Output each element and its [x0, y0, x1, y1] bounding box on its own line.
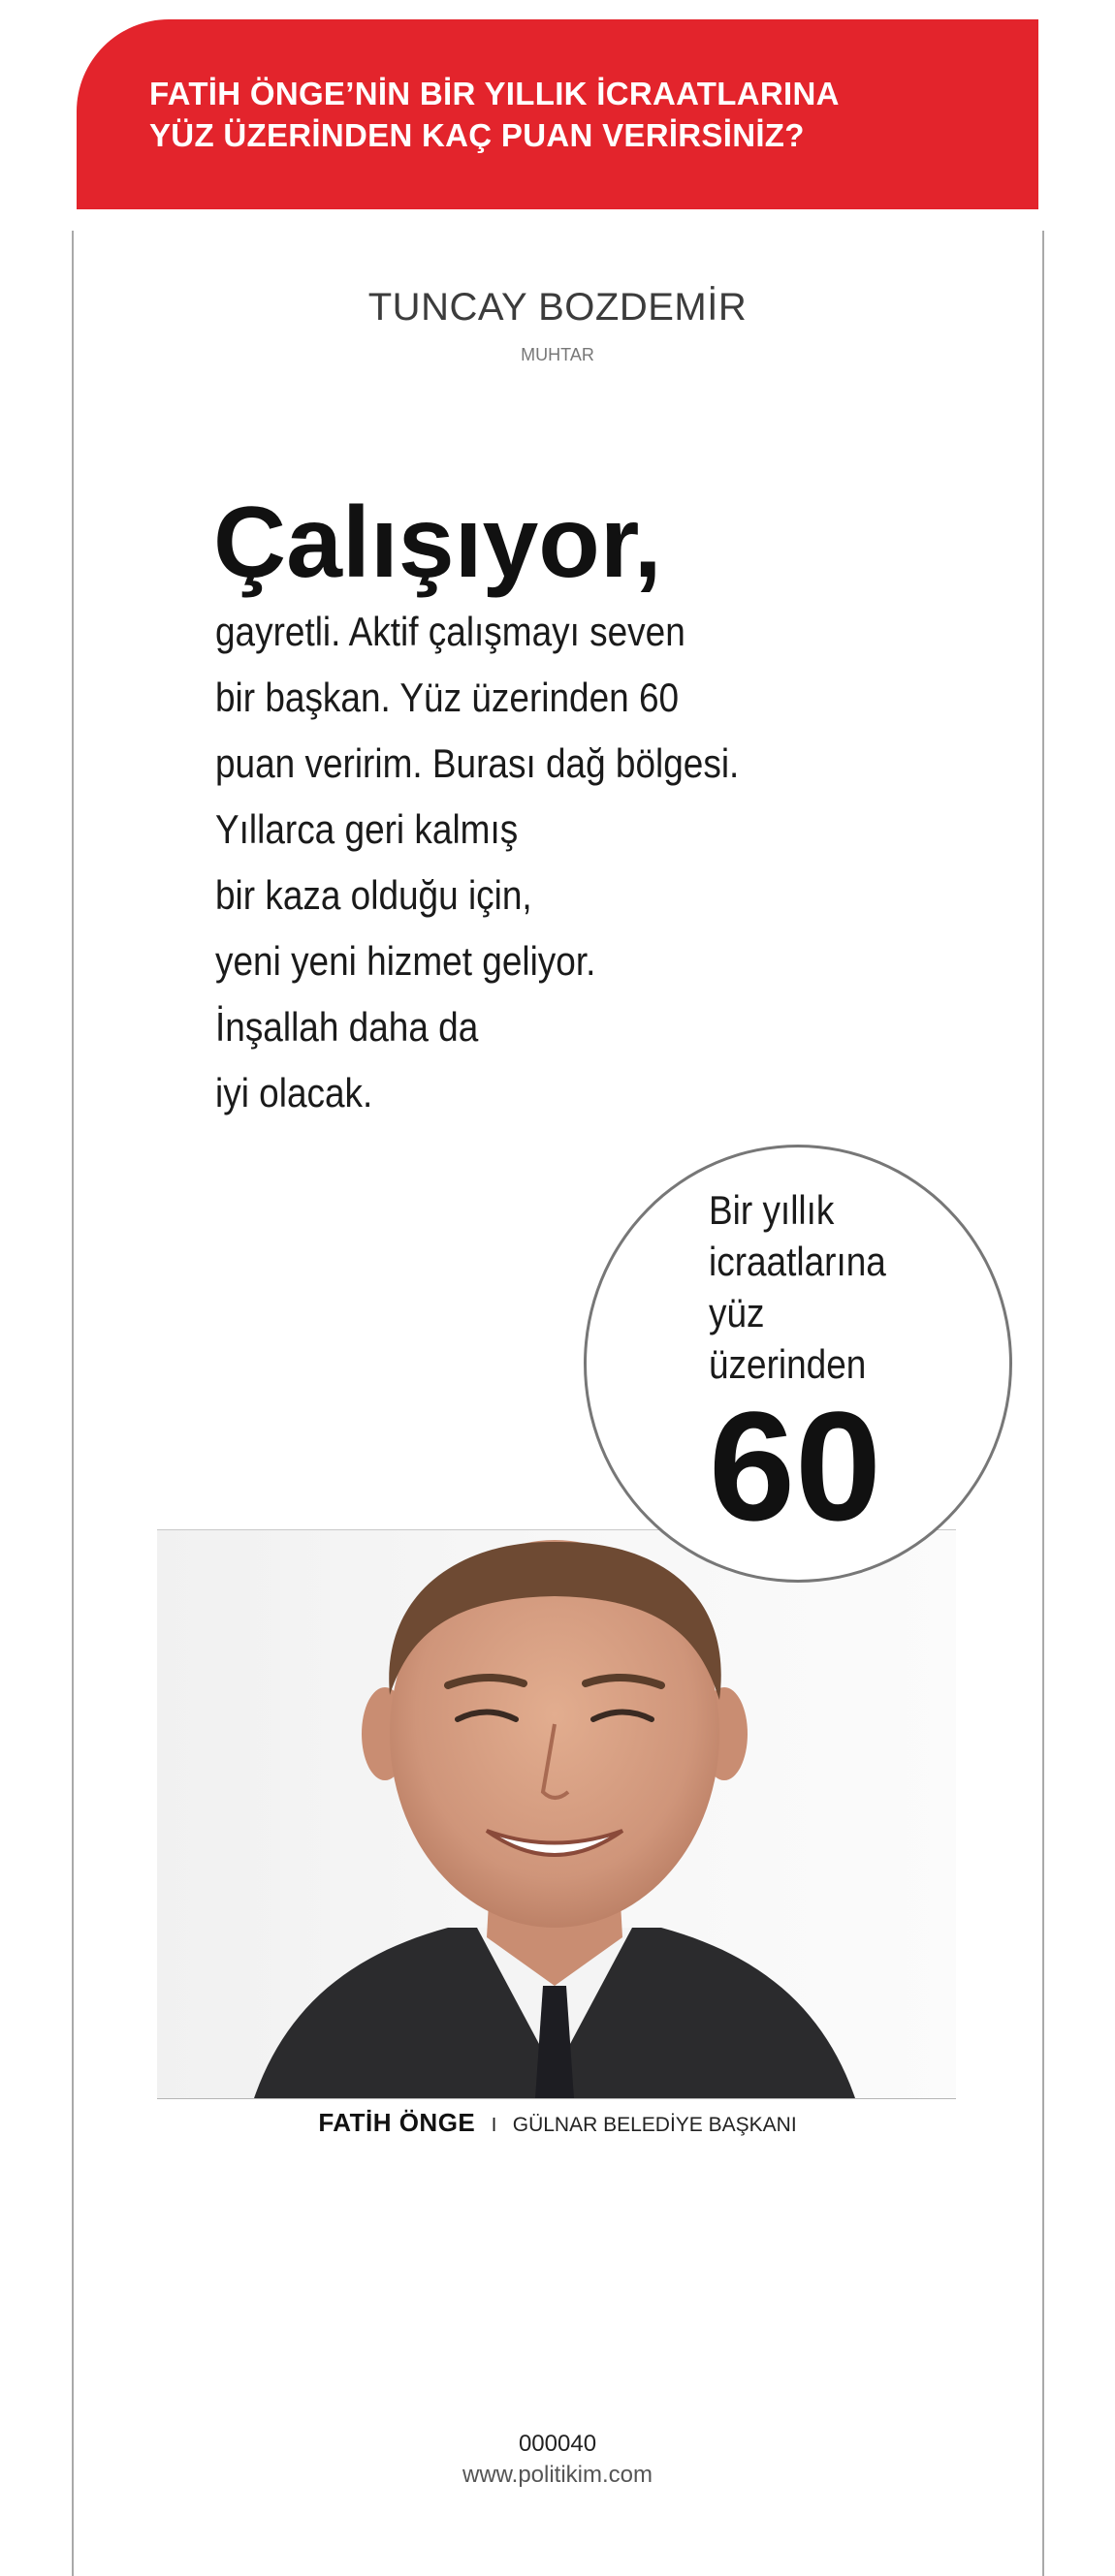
footer-website-link[interactable]: www.politikim.com	[462, 2462, 653, 2488]
caption-title: GÜLNAR BELEDİYE BAŞKANI	[512, 2114, 797, 2136]
quote-line: iyi olacak.	[215, 1070, 373, 1115]
frame-right-border	[1042, 231, 1044, 2576]
score-text	[709, 1184, 910, 1553]
quote-line: puan veririm. Burası dağ bölgesi.	[215, 740, 740, 786]
score-label-line: Bir yıllık	[709, 1187, 835, 1233]
quote-body	[215, 599, 811, 1126]
respondent-role: MUHTAR	[521, 345, 594, 364]
portrait-illustration	[157, 1530, 956, 2098]
quote-headline: Çalışıyor,	[213, 487, 662, 599]
quote-line: İnşallah daha da	[215, 1004, 479, 1050]
quote-line: bir kaza olduğu için,	[215, 872, 532, 918]
score-value: 60	[709, 1379, 881, 1553]
quote-line: Yıllarca geri kalmış	[215, 806, 519, 852]
frame-left-border	[72, 231, 74, 2576]
score-label-line: yüz	[709, 1290, 765, 1335]
footer-code: 000040	[518, 2431, 597, 2457]
caption-name: FATİH ÖNGE	[318, 2108, 476, 2137]
header-banner	[77, 19, 1038, 209]
quote-line: gayretli. Aktif çalışmayı seven	[215, 609, 685, 654]
photo-caption	[0, 2108, 1115, 2138]
caption-separator: I	[491, 2115, 497, 2136]
banner-question-line-1: FATİH ÖNGE’NİN BİR YILLIK İCRAATLARINA	[149, 76, 840, 111]
score-badge	[584, 1145, 1012, 1583]
score-label-line: üzerinden	[709, 1341, 867, 1387]
mayor-portrait-photo	[157, 1529, 956, 2099]
score-label-line: icraatlarına	[709, 1239, 886, 1284]
quote-line: bir başkan. Yüz üzerinden 60	[215, 675, 680, 720]
banner-question-line-2: YÜZ ÜZERİNDEN KAÇ PUAN VERİRSİNİZ?	[149, 117, 805, 153]
quote-line: yeni yeni hizmet geliyor.	[215, 938, 596, 984]
respondent-name: TUNCAY BOZDEMİR	[367, 286, 748, 329]
